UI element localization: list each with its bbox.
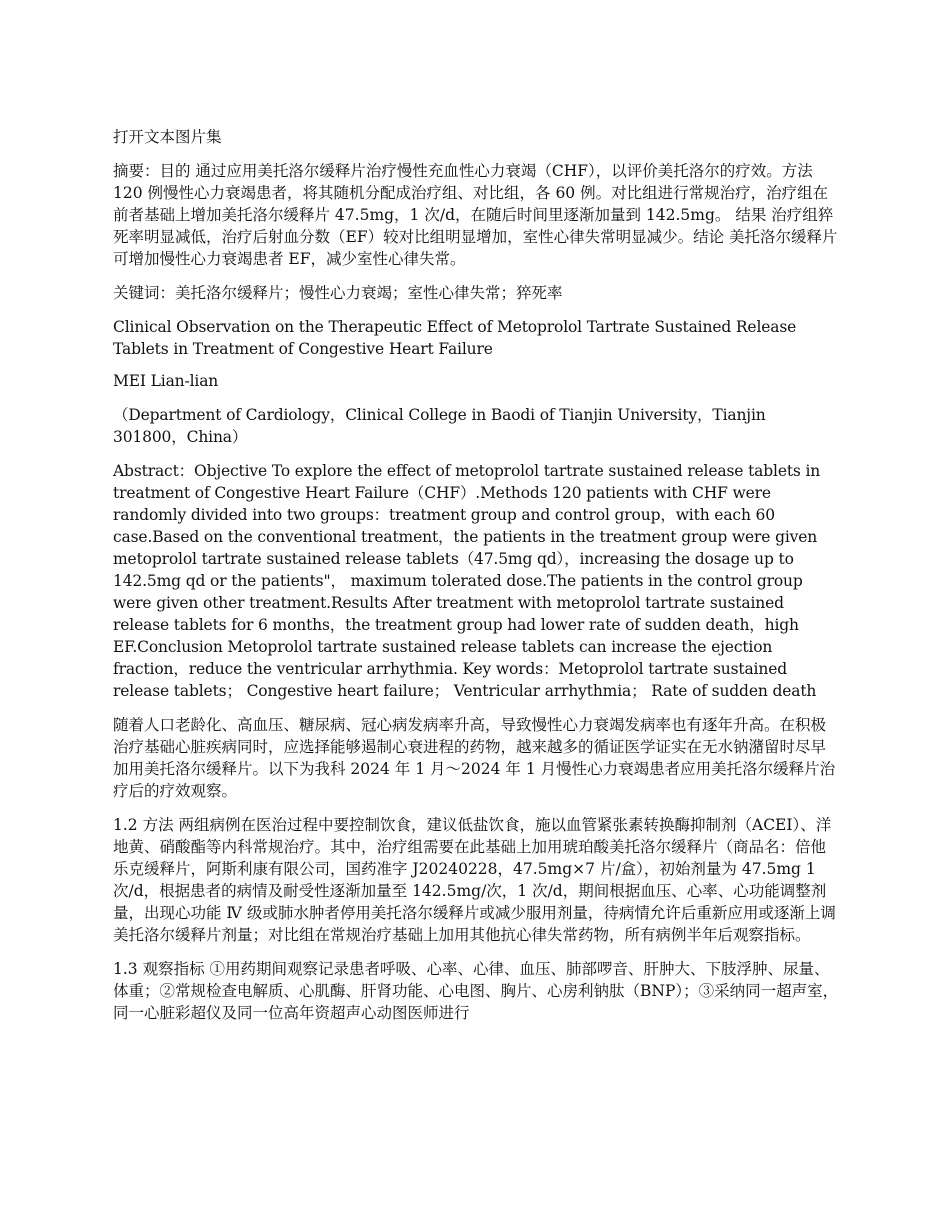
abstract-chinese: 摘要：目的 通过应用美托洛尔缓释片治疗慢性充血性心力衰竭（CHF），以评价美托洛尔的疗效。方法 120 例慢性心力衰竭患者，将其随机分配成治疗组、对比组，各 60 例。对比组进行常规治疗，治疗组在前者基础上增加美托洛尔缓释片 47.5mg，1 次/d，在随后时间里逐渐加量到 142.5mg。 结果 治疗组猝死率明显减低，治疗后射血分数（EF）较对比组明显增加，室性心律失常明显减少。结论 美托洛尔缓释片可增加慢性心力衰竭患者 EF，减少室性心律失常。	[113, 162, 838, 268]
article-title-english: Clinical Observation on the Therapeutic Effect of Metoprolol Tartrate Sustained Release Tablets in Treatment of Congestive Heart Failure	[113, 318, 797, 358]
keywords-chinese: 关键词：美托洛尔缓释片；慢性心力衰竭；室性心律失常；猝死率	[113, 284, 563, 302]
methods-section: 1.2 方法 两组病例在医治过程中要控制饮食，建议低盐饮食，施以血管紧张素转换酶抑制剂（ACEI）、洋地黄、硝酸酯等内科常规治疗。其中，治疗组需要在此基础上加用琥珀酸美托洛尔缓释片（商品名：倍他乐克缓释片，阿斯利康有限公司，国药准字 J20240228，47.5mg×7 片/盒），初始剂量为 47.5mg 1 次/d，根据患者的病情及耐受性逐渐加量至 142.5mg/次，1 次/d，期间根据血压、心率、心功能调整剂量，出现心功能 Ⅳ 级或肺水肿者停用美托洛尔缓释片或减少服用剂量，待病情允许后重新应用或逐渐上调美托洛尔缓释片剂量；对比组在常规治疗基础上加用其他抗心律失常药物，所有病例半年后观察指标。	[113, 816, 836, 944]
affiliation-english: （Department of Cardiology，Clinical College in Baodi of Tianjin University，Tianjin 301800，China）	[113, 406, 766, 446]
observation-indicators-section: 1.3 观察指标 ①用药期间观察记录患者呼吸、心率、心律、血压、肺部啰音、肝肿大、下肢浮肿、尿量、体重；②常规检查电解质、心肌酶、肝肾功能、心电图、胸片、心房利钠肽（BNP）；③采纳同一超声室，同一心脏彩超仪及同一位高年资超声心动图医师进行	[113, 960, 839, 1022]
author-english: MEI Lian-lian	[113, 372, 219, 390]
document-header: 打开文本图片集	[113, 128, 222, 146]
introduction-paragraph: 随着人口老龄化、高血压、糖尿病、冠心病发病率升高，导致慢性心力衰竭发病率也有逐年升高。在积极治疗基础心脏疾病同时，应选择能够遏制心衰进程的药物，越来越多的循证医学证实在无水钠潴留时尽早加用美托洛尔缓释片。以下为我科 2024 年 1 月～2024 年 1 月慢性心力衰竭患者应用美托洛尔缓释片治疗后的疗效观察。	[113, 716, 836, 800]
abstract-english: Abstract：Objective To explore the effect of metoprolol tartrate sustained release tablets in treatment of Congestive Heart Failure（CHF）.Methods 120 patients with CHF were randomly divided into two groups：treatment group and control group，with each 60 case.Based on the conventional treatment，the patients in the treatment group were given metoprolol tartrate sustained release tablets（47.5mg qd），increasing the dosage up to 142.5mg qd or the patients"， maximum tolerated dose.The patients in the control group were given other treatment.Results After treatment with metoprolol tartrate sustained release tablets for 6 months，the treatment group had lower rate of sudden death，high EF.Conclusion Metoprolol tartrate sustained release tablets can increase the ejection fraction，reduce the ventricular arrhythmia. Key words：Metoprolol tartrate sustained release tablets； Congestive heart failure； Ventricular arrhythmia； Rate of sudden death	[113, 462, 821, 700]
